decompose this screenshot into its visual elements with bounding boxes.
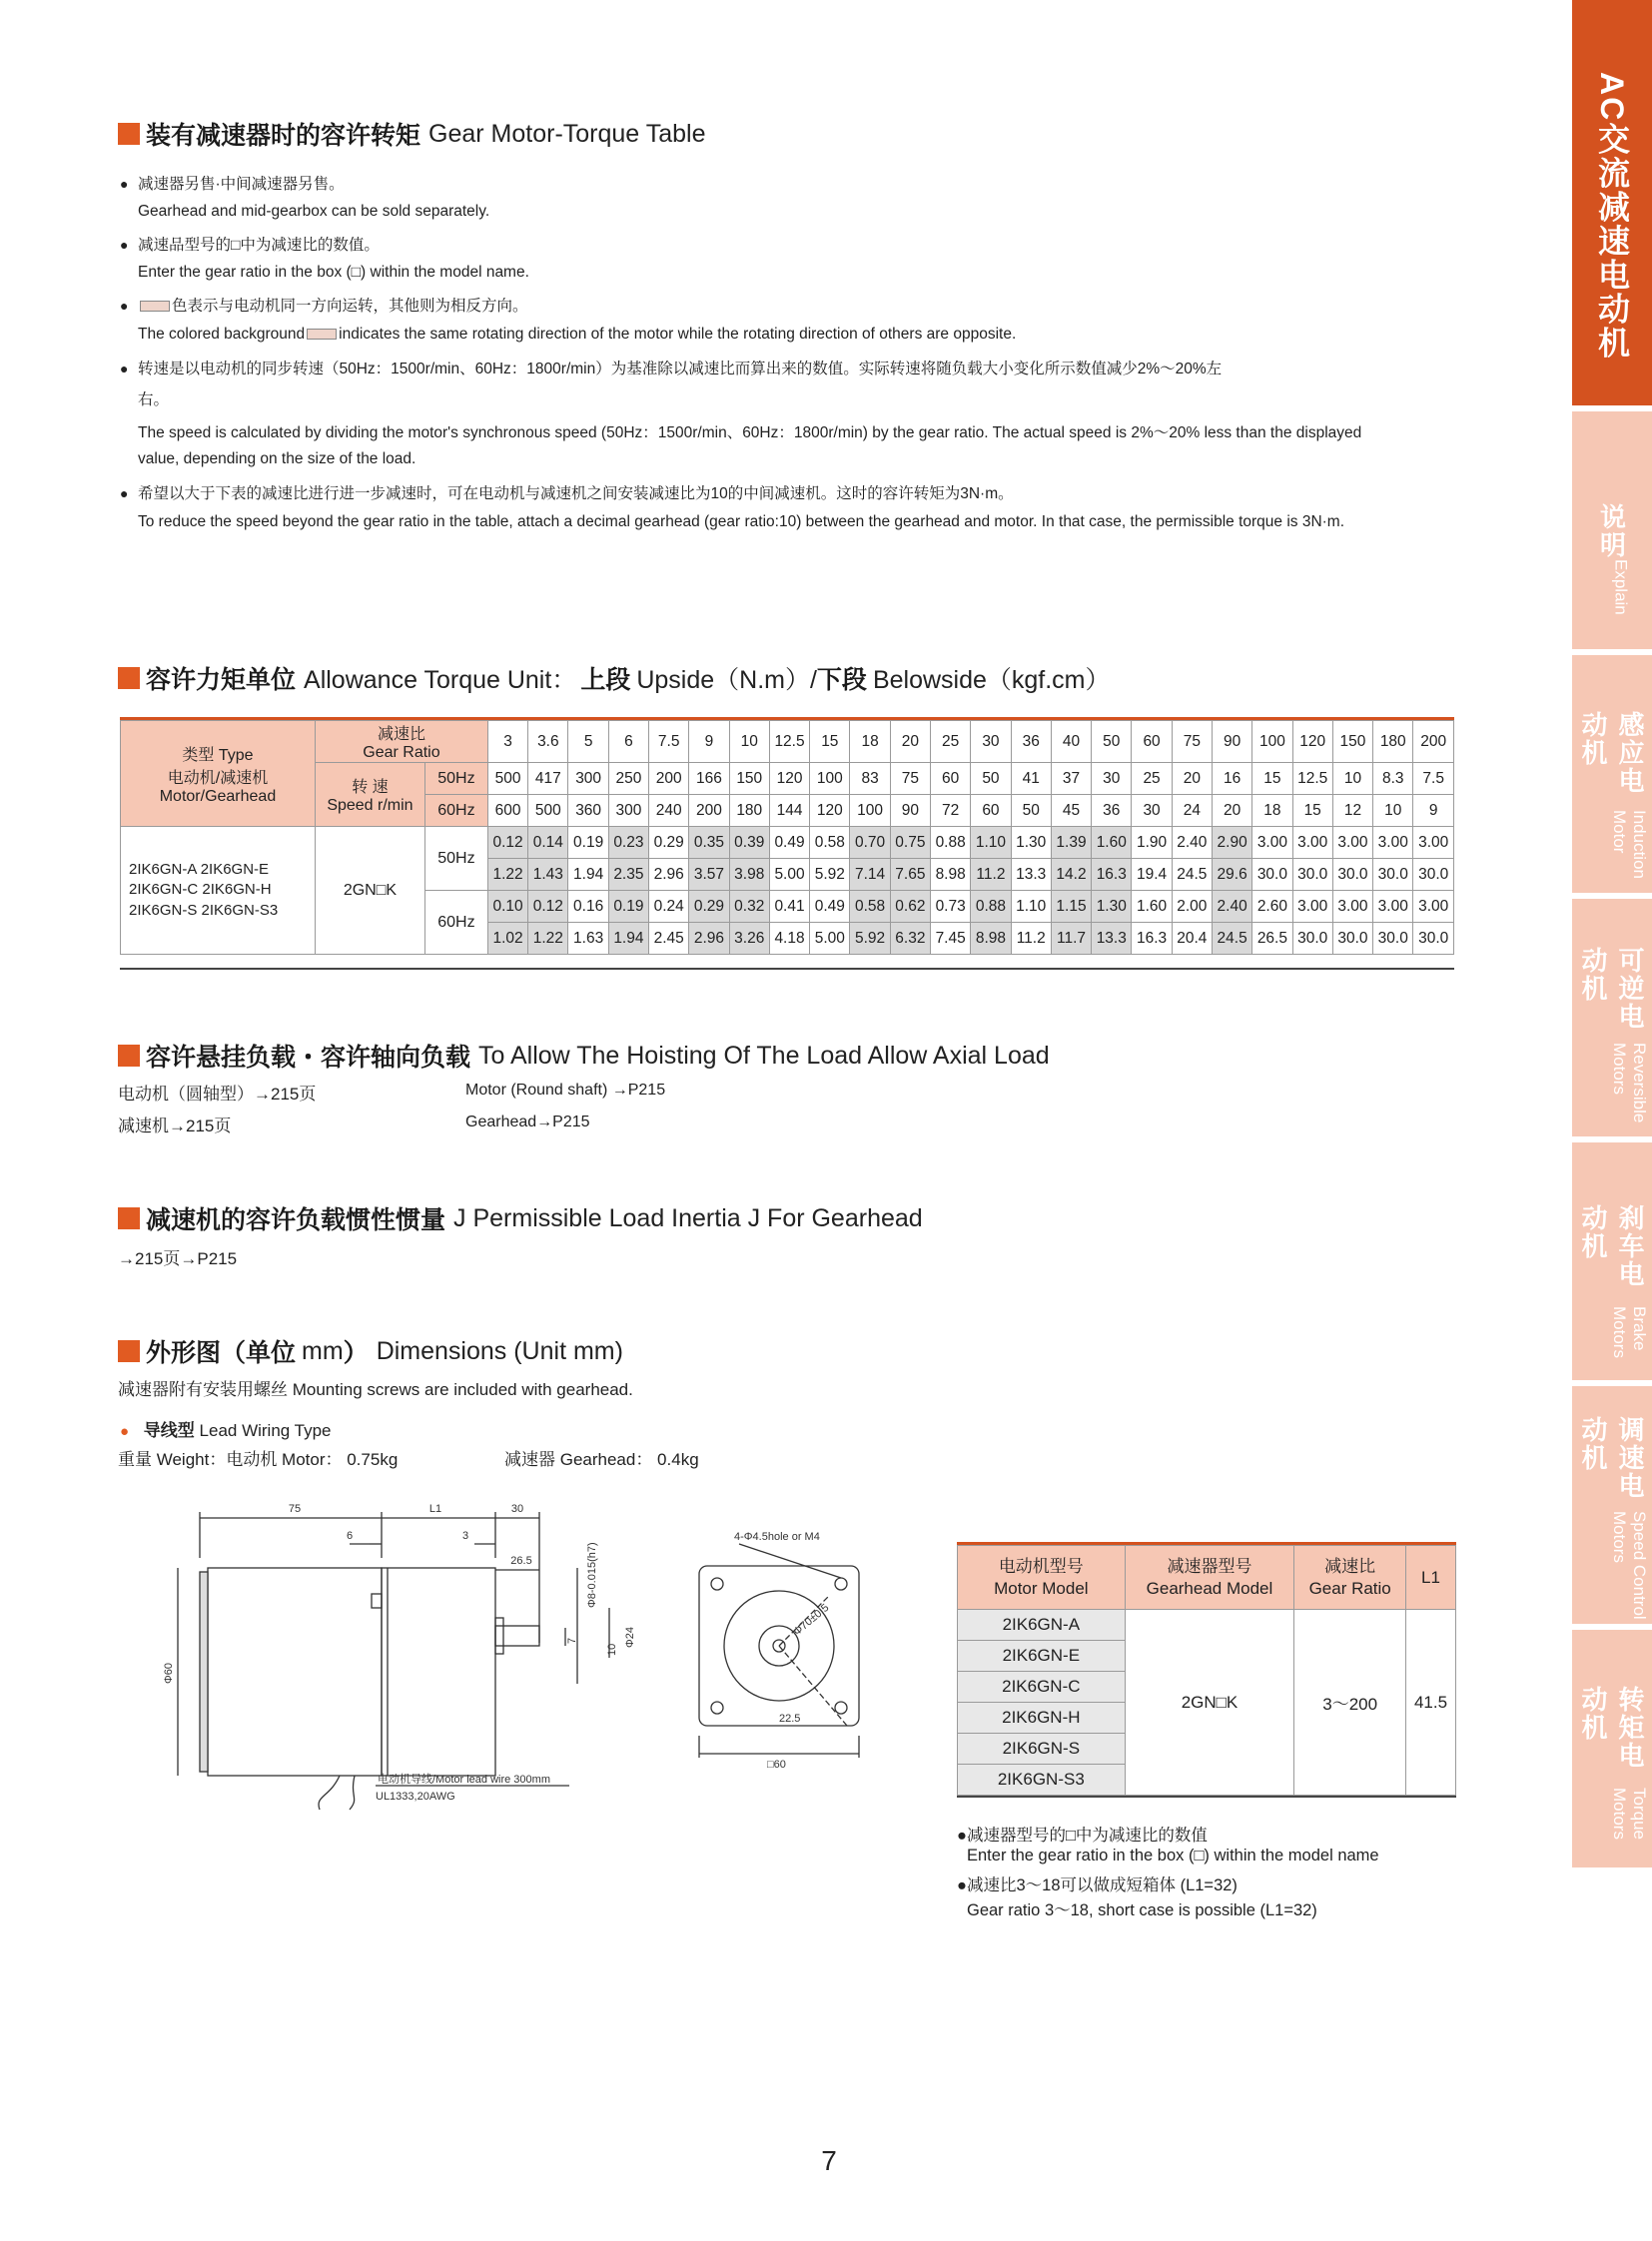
bullet-icon: ● <box>120 176 129 192</box>
torque-cell: 0.58 <box>850 891 890 923</box>
reference-inertia: →215页→P215 <box>118 1249 238 1268</box>
torque-cell: 1.60 <box>1092 827 1132 859</box>
torque-cell: 6.32 <box>890 923 930 955</box>
heading-square-icon <box>118 1340 140 1362</box>
speed-cell: 18 <box>1252 795 1292 827</box>
torque-cell: 30.0 <box>1373 859 1413 891</box>
dim-label: 30 <box>510 1503 524 1515</box>
note-en: The speed is calculated by dividing the motor's synchronous speed (50Hz：1500r/min、60Hz：1800r/min) by the gear ratio. The actual speed is 2%～20% less than the displayed <box>138 424 1362 441</box>
torque-cell: 2.40 <box>1212 891 1251 923</box>
torque-cell: 11.2 <box>1011 923 1051 955</box>
dimensions-table <box>957 1545 1456 1796</box>
header-type: 类型 Type 电动机/减速机 Motor/Gearhead <box>121 721 316 827</box>
table-bottom-rule <box>120 968 1454 970</box>
ratio-cell: 36 <box>1011 721 1051 763</box>
torque-cell: 3.98 <box>729 859 769 891</box>
tab-label-en: Speed Control Motors <box>1610 1511 1649 1621</box>
speed-cell: 150 <box>729 763 769 795</box>
torque-cell: 0.49 <box>810 891 850 923</box>
torque-cell: 0.73 <box>931 891 971 923</box>
speed-cell: 30 <box>1092 763 1132 795</box>
speed-cell: 41 <box>1011 763 1051 795</box>
dim-label: 75 <box>288 1503 302 1515</box>
speed-cell: 10 <box>1332 763 1372 795</box>
note-en: value, depending on the size of the load. <box>138 450 416 467</box>
tab-label-en: Brake Motors <box>1610 1306 1649 1359</box>
freq-label: 60Hz <box>424 891 487 955</box>
torque-cell: 7.45 <box>931 923 971 955</box>
speed-cell: 75 <box>890 763 930 795</box>
torque-cell: 30.0 <box>1292 923 1332 955</box>
torque-cell: 5.92 <box>810 859 850 891</box>
torque-cell: 2.90 <box>1212 827 1251 859</box>
note-en: Enter the gear ratio in the box (□) within the model name. <box>138 264 529 281</box>
note-zh: 减速品型号的□中为减速比的数值。 <box>138 237 380 254</box>
torque-cell: 7.65 <box>890 859 930 891</box>
ratio-cell: 18 <box>850 721 890 763</box>
torque-cell: 30.0 <box>1413 859 1454 891</box>
torque-cell: 24.5 <box>1172 859 1212 891</box>
section-title-allowance-torque: 容许力矩单位 Allowance Torque Unit： 上段 Upside（N.m）/ 下段 Belowside（kgf.cm） <box>118 660 1111 696</box>
speed-cell: 100 <box>810 763 850 795</box>
speed-cell: 50 <box>971 763 1011 795</box>
dims-note: Enter the gear ratio in the box (□) within the model name <box>967 1847 1379 1865</box>
torque-cell: 24.5 <box>1212 923 1251 955</box>
speed-cell: 240 <box>649 795 689 827</box>
dim-label: Φ60 <box>163 1662 175 1684</box>
heading-square-icon <box>118 123 140 145</box>
torque-cell: 8.98 <box>931 859 971 891</box>
ratio-cell: 100 <box>1252 721 1292 763</box>
header-speed: 转 速 Speed r/min <box>315 763 424 827</box>
torque-cell: 16.3 <box>1092 859 1132 891</box>
pcd-label: Φ70±0.5 <box>791 1601 832 1639</box>
tab-label: 调速电动机 <box>1578 1416 1645 1500</box>
ratio-cell: 3.6 <box>528 721 568 763</box>
models-cell: 2IK6GN-A 2IK6GN-E 2IK6GN-C 2IK6GN-H 2IK6GN-S 2IK6GN-S3 <box>121 827 316 955</box>
torque-cell: 1.22 <box>487 859 527 891</box>
speed-cell: 9 <box>1413 795 1454 827</box>
torque-table <box>120 720 1454 955</box>
table-cell: 2IK6GN-C <box>958 1672 1126 1703</box>
bullet-icon: ● <box>120 237 129 253</box>
speed-cell: 25 <box>1132 763 1172 795</box>
torque-cell: 16.3 <box>1132 923 1172 955</box>
torque-cell: 1.90 <box>1132 827 1172 859</box>
torque-cell: 0.32 <box>729 891 769 923</box>
torque-cell: 0.16 <box>568 891 608 923</box>
torque-cell: 0.75 <box>890 827 930 859</box>
torque-cell: 13.3 <box>1011 859 1051 891</box>
torque-cell: 29.6 <box>1212 859 1251 891</box>
color-swatch-icon <box>307 329 337 340</box>
torque-cell: 30.0 <box>1413 923 1454 955</box>
ratio-cell: 50 <box>1092 721 1132 763</box>
note-en: To reduce the speed beyond the gear ratio in the table, attach a decimal gearhead (gear ratio:10) between the gearhead and motor. In that case, the permissible torque is 3N·m. <box>138 513 1345 530</box>
speed-cell: 36 <box>1092 795 1132 827</box>
dims-note: Gear ratio 3～18, short case is possible (L1=32) <box>967 1901 1317 1919</box>
torque-cell: 2.45 <box>649 923 689 955</box>
speed-cell: 360 <box>568 795 608 827</box>
tab-label: AC交流减速电动机 <box>1594 72 1630 361</box>
table-cell: 2IK6GN-S3 <box>958 1765 1126 1796</box>
torque-cell: 3.26 <box>729 923 769 955</box>
torque-cell: 1.22 <box>528 923 568 955</box>
ratio-cell: 40 <box>1051 721 1091 763</box>
tab-label-en: Explain <box>1611 559 1631 615</box>
torque-cell: 14.2 <box>1051 859 1091 891</box>
ratio-cell: 25 <box>931 721 971 763</box>
torque-cell: 5.92 <box>850 923 890 955</box>
table-row <box>121 827 1454 859</box>
tab-explain[interactable] <box>1572 411 1652 655</box>
heading-zh: 装有减速器时的容许转矩 <box>146 122 421 150</box>
torque-cell: 1.30 <box>1092 891 1132 923</box>
torque-cell: 1.43 <box>528 859 568 891</box>
ratio-cell: 6 <box>608 721 648 763</box>
note-en: The colored background indicates the same rotating direction of the motor while the rotating direction of others are opposite. <box>138 326 1017 343</box>
speed-cell: 37 <box>1051 763 1091 795</box>
note-zh: 希望以大于下表的减速比进行进一步减速时，可在电动机与减速机之间安装减速比为10的中间减速机。这时的容许转矩为3N·m。 <box>138 485 1014 502</box>
heading-square-icon <box>118 1045 140 1067</box>
section-title-dimensions: 外形图（单位 mm ） Dimensions (Unit mm) <box>118 1333 623 1369</box>
speed-cell: 20 <box>1172 763 1212 795</box>
torque-cell: 3.00 <box>1292 891 1332 923</box>
ratio-cell: 30 <box>971 721 1011 763</box>
torque-cell: 0.19 <box>568 827 608 859</box>
freq-label: 60Hz <box>424 795 487 827</box>
ratio-cell: 200 <box>1413 721 1454 763</box>
torque-cell: 5.00 <box>769 859 809 891</box>
torque-cell: 26.5 <box>1252 923 1292 955</box>
speed-cell: 20 <box>1212 795 1251 827</box>
table-cell: 2GN□K <box>1125 1610 1294 1796</box>
header-gearhead-model: 减速器型号 Gearhead Model <box>1125 1546 1294 1610</box>
ratio-cell: 12.5 <box>769 721 809 763</box>
dim-label: Φ24 <box>624 1626 636 1648</box>
table-cell: 2IK6GN-H <box>958 1703 1126 1734</box>
torque-cell: 11.2 <box>971 859 1011 891</box>
note-zh: 色表示与电动机同一方向运转，其他则为相反方向。 <box>138 294 528 316</box>
dim-label: 7 <box>566 1637 578 1644</box>
speed-cell: 7.5 <box>1413 763 1454 795</box>
table-bottom-rule <box>957 1796 1456 1798</box>
torque-cell: 1.60 <box>1132 891 1172 923</box>
ratio-cell: 60 <box>1132 721 1172 763</box>
table-cell: 3～200 <box>1294 1610 1406 1796</box>
ratio-cell: 180 <box>1373 721 1413 763</box>
speed-cell: 10 <box>1373 795 1413 827</box>
note-zh: 转速是以电动机的同步转速（50Hz：1500r/min、60Hz：1800r/min）为基准除以减速比而算出来的数值。实际转速将随负载大小变化所示数值减少2%～20%左 <box>138 361 1223 377</box>
color-swatch-icon <box>140 301 170 312</box>
ratio-cell: 150 <box>1332 721 1372 763</box>
torque-cell: 2.00 <box>1172 891 1212 923</box>
hole-label: 4-Φ4.5hole or M4 <box>734 1531 820 1543</box>
torque-cell: 1.94 <box>568 859 608 891</box>
ratio-cell: 10 <box>729 721 769 763</box>
dims-note: ●减速器型号的□中为减速比的数值 <box>957 1827 1208 1845</box>
torque-cell: 3.00 <box>1373 827 1413 859</box>
torque-cell: 0.23 <box>608 827 648 859</box>
torque-cell: 0.12 <box>528 891 568 923</box>
table-cell: 2IK6GN-E <box>958 1641 1126 1672</box>
ratio-cell: 75 <box>1172 721 1212 763</box>
bullet-icon: ● <box>120 361 129 376</box>
speed-cell: 417 <box>528 763 568 795</box>
speed-cell: 300 <box>608 795 648 827</box>
torque-cell: 0.70 <box>850 827 890 859</box>
tab-ac-gear-motor[interactable] <box>1572 0 1652 411</box>
reference-gearhead-zh: 减速机→215页 <box>118 1117 232 1135</box>
torque-cell: 4.18 <box>769 923 809 955</box>
torque-cell: 2.40 <box>1172 827 1212 859</box>
torque-cell: 3.00 <box>1413 827 1454 859</box>
header-motor-model: 电动机型号 Motor Model <box>958 1546 1126 1610</box>
speed-cell: 30 <box>1132 795 1172 827</box>
speed-cell: 300 <box>568 763 608 795</box>
torque-cell: 0.49 <box>769 827 809 859</box>
reference-motor-en: Motor (Round shaft) →P215 <box>465 1082 666 1099</box>
speed-cell: 12.5 <box>1292 763 1332 795</box>
speed-cell: 600 <box>487 795 527 827</box>
torque-cell: 13.3 <box>1092 923 1132 955</box>
bullet-icon: ● <box>120 298 129 314</box>
weight-gearhead: 减速器 Gearhead： 0.4kg <box>504 1450 699 1469</box>
speed-cell: 250 <box>608 763 648 795</box>
torque-cell: 3.00 <box>1332 827 1372 859</box>
torque-cell: 0.19 <box>608 891 648 923</box>
tab-label: 转矩电动机 <box>1578 1686 1645 1770</box>
speed-cell: 72 <box>931 795 971 827</box>
torque-cell: 3.57 <box>689 859 729 891</box>
speed-cell: 24 <box>1172 795 1212 827</box>
ratio-cell: 9 <box>689 721 729 763</box>
dim-label: 3 <box>461 1530 469 1542</box>
heading-square-icon <box>118 1207 140 1229</box>
torque-cell: 1.02 <box>487 923 527 955</box>
dim-label: 6 <box>346 1530 354 1542</box>
torque-cell: 0.58 <box>810 827 850 859</box>
page-number: 7 <box>821 2145 837 2176</box>
section-title-gear-motor-torque <box>118 116 705 152</box>
tab-label-en: Reversible Motors <box>1610 1043 1649 1123</box>
dim-label: 26.5 <box>510 1555 532 1567</box>
torque-cell: 19.4 <box>1132 859 1172 891</box>
dim-label: □60 <box>767 1759 786 1771</box>
torque-cell: 0.88 <box>971 891 1011 923</box>
torque-cell: 20.4 <box>1172 923 1212 955</box>
torque-cell: 1.10 <box>1011 891 1051 923</box>
speed-cell: 90 <box>890 795 930 827</box>
tab-label: 说明 <box>1596 503 1627 559</box>
torque-cell: 0.10 <box>487 891 527 923</box>
note-zh: 右。 <box>138 391 170 408</box>
table-cell: 2IK6GN-S <box>958 1734 1126 1765</box>
torque-cell: 1.10 <box>971 827 1011 859</box>
header-l1: L1 <box>1406 1546 1456 1610</box>
torque-cell: 2.96 <box>689 923 729 955</box>
tab-torque-motors[interactable] <box>1572 1630 1652 1873</box>
torque-cell: 3.00 <box>1332 891 1372 923</box>
gearhead-cell: 2GN□K <box>315 827 424 955</box>
speed-cell: 15 <box>1252 763 1292 795</box>
torque-cell: 3.00 <box>1292 827 1332 859</box>
speed-cell: 200 <box>689 795 729 827</box>
section-title-load-inertia: 减速机的容许负载惯性惯量 J Permissible Load Inertia J For Gearhead <box>118 1200 923 1236</box>
tab-brake-motors[interactable] <box>1572 1142 1652 1386</box>
torque-cell: 3.00 <box>1252 827 1292 859</box>
torque-cell: 0.39 <box>729 827 769 859</box>
section-title-hoisting-load: 容许悬挂负载・容许轴向负载 To Allow The Hoisting Of The Load Allow Axial Load <box>118 1038 1050 1074</box>
freq-label: 50Hz <box>424 827 487 891</box>
dim-label: 10 <box>606 1643 618 1656</box>
ratio-cell: 7.5 <box>649 721 689 763</box>
speed-cell: 200 <box>649 763 689 795</box>
table-row <box>121 721 1454 763</box>
torque-cell: 3.00 <box>1413 891 1454 923</box>
note-en: Gearhead and mid-gearbox can be sold separately. <box>138 203 490 220</box>
note-zh: 减速器另售·中间减速器另售。 <box>138 176 345 193</box>
speed-cell: 12 <box>1332 795 1372 827</box>
reference-gearhead-en: Gearhead→P215 <box>465 1114 590 1130</box>
speed-cell: 50 <box>1011 795 1051 827</box>
torque-cell: 8.98 <box>971 923 1011 955</box>
freq-label: 50Hz <box>424 763 487 795</box>
torque-cell: 0.24 <box>649 891 689 923</box>
tab-label: 感应电动机 <box>1578 711 1645 795</box>
torque-cell: 0.88 <box>931 827 971 859</box>
torque-cell: 1.39 <box>1051 827 1091 859</box>
speed-cell: 120 <box>769 763 809 795</box>
speed-cell: 45 <box>1051 795 1091 827</box>
dim-label: L1 <box>428 1503 442 1515</box>
ratio-cell: 3 <box>487 721 527 763</box>
tab-label-en: Induction Motor <box>1610 810 1649 880</box>
speed-cell: 144 <box>769 795 809 827</box>
torque-cell: 0.29 <box>649 827 689 859</box>
dims-note: ●减速比3～18可以做成短箱体 (L1=32) <box>957 1876 1238 1894</box>
mounting-note: 减速器附有安装用螺丝 Mounting screws are included with gearhead. <box>118 1380 633 1399</box>
ratio-cell: 5 <box>568 721 608 763</box>
torque-cell: 30.0 <box>1292 859 1332 891</box>
torque-cell: 1.63 <box>568 923 608 955</box>
torque-cell: 30.0 <box>1373 923 1413 955</box>
side-view-drawing <box>150 1498 636 1818</box>
dim-label: 22.5 <box>779 1713 801 1725</box>
torque-cell: 0.12 <box>487 827 527 859</box>
speed-cell: 500 <box>528 795 568 827</box>
torque-cell: 1.15 <box>1051 891 1091 923</box>
tab-label: 可逆电动机 <box>1578 947 1645 1031</box>
speed-cell: 8.3 <box>1373 763 1413 795</box>
torque-cell: 5.00 <box>810 923 850 955</box>
ratio-cell: 120 <box>1292 721 1332 763</box>
lead-wiring-type: ● 导线型 Lead Wiring Type <box>120 1421 332 1440</box>
heading-en: Gear Motor-Torque Table <box>428 119 706 148</box>
speed-cell: 15 <box>1292 795 1332 827</box>
orange-dot-icon: ● <box>120 1423 130 1440</box>
torque-cell: 3.00 <box>1373 891 1413 923</box>
weight-motor: 重量 Weight：电动机 Motor： 0.75kg <box>118 1450 399 1469</box>
torque-cell: 1.94 <box>608 923 648 955</box>
torque-cell: 2.96 <box>649 859 689 891</box>
speed-cell: 166 <box>689 763 729 795</box>
torque-cell: 30.0 <box>1332 923 1372 955</box>
torque-cell: 0.29 <box>689 891 729 923</box>
header-gear-ratio: 减速比 Gear Ratio <box>315 721 487 763</box>
ratio-cell: 15 <box>810 721 850 763</box>
torque-cell: 11.7 <box>1051 923 1091 955</box>
torque-cell: 0.14 <box>528 827 568 859</box>
heading-square-icon <box>118 667 140 689</box>
ratio-cell: 90 <box>1212 721 1251 763</box>
torque-cell: 1.30 <box>1011 827 1051 859</box>
speed-cell: 180 <box>729 795 769 827</box>
wire-label: 电动机导线/Motor lead wire 300mm <box>378 1774 550 1786</box>
speed-cell: 16 <box>1212 763 1251 795</box>
speed-cell: 83 <box>850 763 890 795</box>
torque-cell: 0.41 <box>769 891 809 923</box>
tab-induction-motor[interactable] <box>1572 655 1652 899</box>
table-cell: 41.5 <box>1406 1610 1456 1796</box>
torque-cell: 30.0 <box>1332 859 1372 891</box>
header-gear-ratio: 减速比 Gear Ratio <box>1294 1546 1406 1610</box>
tab-label: 刹车电动机 <box>1578 1204 1645 1288</box>
dim-label: Φ8-0.015(h7) <box>586 1542 598 1608</box>
speed-cell: 500 <box>487 763 527 795</box>
speed-cell: 120 <box>810 795 850 827</box>
table-row <box>121 763 1454 795</box>
torque-cell: 7.14 <box>850 859 890 891</box>
torque-cell: 0.62 <box>890 891 930 923</box>
torque-cell: 30.0 <box>1252 859 1292 891</box>
bullet-icon: ● <box>120 485 129 501</box>
speed-cell: 60 <box>931 763 971 795</box>
speed-cell: 60 <box>971 795 1011 827</box>
tab-reversible-motors[interactable] <box>1572 899 1652 1142</box>
torque-cell: 2.60 <box>1252 891 1292 923</box>
ratio-cell: 20 <box>890 721 930 763</box>
torque-cell: 0.35 <box>689 827 729 859</box>
tab-speed-control-motors[interactable] <box>1572 1386 1652 1630</box>
reference-motor-zh: 电动机（圆轴型）→215页 <box>118 1085 317 1104</box>
front-view-drawing <box>679 1526 879 1826</box>
speed-cell: 100 <box>850 795 890 827</box>
wire-spec: UL1333,20AWG <box>376 1791 455 1803</box>
tab-label-en: Torque Motors <box>1610 1788 1649 1841</box>
table-cell: 2IK6GN-A <box>958 1610 1126 1641</box>
torque-cell: 2.35 <box>608 859 648 891</box>
